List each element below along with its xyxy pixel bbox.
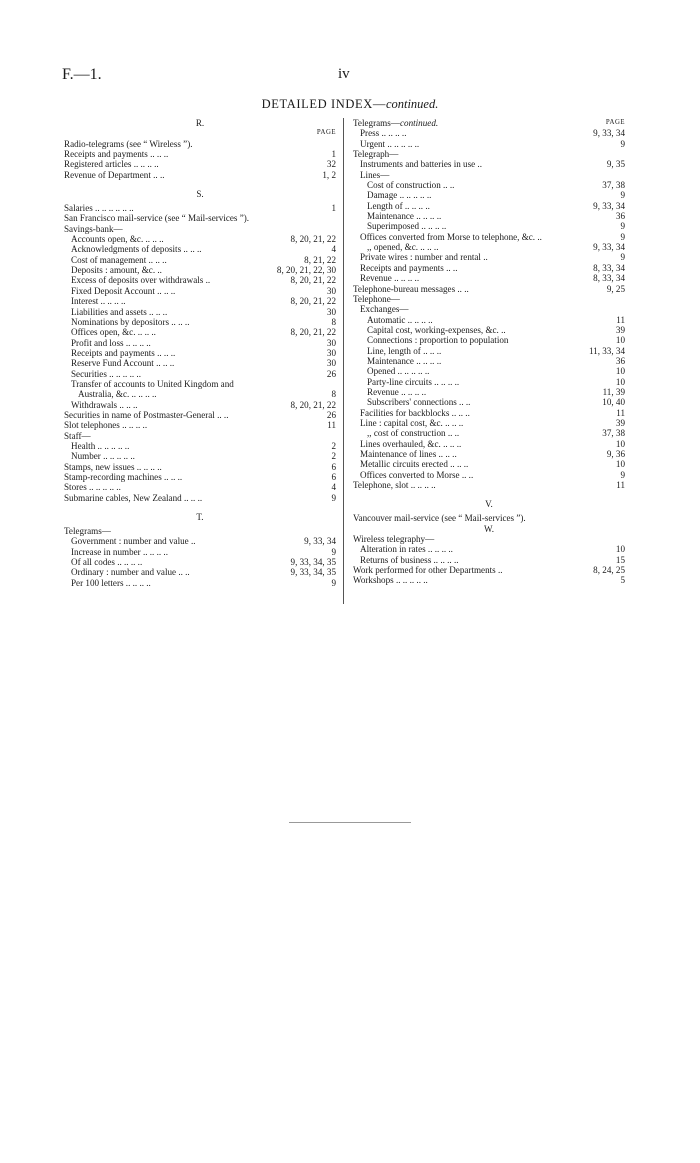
index-entry	[353, 190, 625, 200]
index-entry	[353, 304, 625, 314]
index-entry-label: Receipts and payments .. ..	[360, 262, 458, 273]
index-entry	[353, 211, 625, 221]
index-entry-page: 37, 38	[602, 180, 625, 191]
index-entry-label: Telephone-bureau messages .. ..	[353, 283, 469, 294]
index-entry	[353, 149, 625, 159]
section-letter	[64, 180, 336, 203]
index-entry-page: 8, 24, 25	[593, 565, 625, 576]
index-entry-page: 26	[326, 409, 336, 420]
index-entry-page: 30	[326, 358, 336, 369]
index-entry-label: Registered articles .. .. .. ..	[64, 159, 159, 170]
index-entry-label: Liabilities and assets .. .. ..	[71, 306, 168, 317]
index-entry-label: Radio-telegrams (see “ Wireless ”).	[64, 138, 193, 149]
page-number: iv	[338, 66, 350, 82]
index-entry	[64, 139, 336, 149]
index-entry-label: Connections : proportion to population	[367, 335, 509, 346]
index-entry-label: Stamps, new issues .. .. .. ..	[64, 461, 162, 472]
index-entry-label: Deposits : amount, &c. ..	[71, 265, 162, 276]
index-entry-label: Private wires : number and rental ..	[360, 252, 488, 263]
index-entry-page: 11	[616, 480, 625, 491]
index-entry	[64, 203, 336, 213]
index-entry-label: Receipts and payments .. .. ..	[64, 149, 169, 160]
index-entry	[64, 149, 336, 159]
index-entry-page: 9, 36	[606, 449, 625, 459]
index-entry-page: 11	[616, 407, 625, 418]
index-entry-label: ,, cost of construction .. ..	[367, 428, 460, 439]
index-entry-label: Workshops .. .. .. .. ..	[353, 575, 428, 586]
index-entry	[353, 555, 625, 565]
index-entry	[64, 536, 336, 546]
index-entry-label: Interest .. .. .. ..	[71, 296, 126, 307]
index-entry	[353, 418, 625, 428]
index-entry-page: 36	[615, 211, 625, 222]
index-entry	[64, 526, 336, 536]
index-entry	[353, 273, 625, 283]
index-entry-label: Cost of construction .. ..	[367, 180, 455, 191]
index-entry-page: 11	[616, 314, 625, 325]
index-entry	[64, 286, 336, 296]
index-entry-page: 2	[331, 440, 336, 451]
index-entry-label: Wireless telegraphy—	[353, 534, 435, 545]
index-entry-page: 39	[615, 324, 625, 335]
index-entry-label: Maintenance .. .. .. ..	[367, 355, 442, 366]
index-entry-page: 15	[615, 554, 625, 565]
index-entry	[64, 275, 336, 285]
index-entry-label: Telegrams—	[64, 526, 111, 537]
page-column-heading	[64, 128, 336, 138]
index-entry-label: Damage .. .. .. .. ..	[367, 190, 432, 201]
index-entry-label: Government : number and value ..	[71, 536, 196, 547]
index-entry	[64, 265, 336, 275]
index-entry	[353, 201, 625, 211]
index-entry-page: 9	[331, 546, 336, 557]
index-entry	[64, 244, 336, 254]
index-entry-page: 8, 20, 21, 22	[290, 327, 336, 338]
index-entry-page: 10	[615, 376, 625, 387]
index-entry-page: 1	[331, 149, 336, 160]
index-entry-page: 10	[615, 544, 625, 555]
index-entry-page: 9, 33, 34	[304, 536, 336, 547]
page-end-rule	[289, 822, 411, 823]
column-divider-rule	[343, 118, 344, 604]
index-entry-page: 9	[620, 252, 625, 263]
index-entry	[353, 335, 625, 345]
index-entry-label: Superimposed .. .. .. ..	[367, 221, 447, 232]
index-entry	[353, 325, 625, 335]
section-letter-text: R.	[195, 118, 205, 128]
index-entry-continued: continued.	[400, 118, 439, 128]
index-entry	[353, 128, 625, 138]
index-entry	[353, 170, 625, 180]
index-entry-page: 9, 25	[606, 283, 625, 294]
index-entry-label: San Francisco mail-service (see “ Mail-services ”).	[64, 213, 250, 224]
index-entry-page: 9, 33, 34, 35	[290, 557, 336, 568]
section-letter	[64, 118, 336, 128]
index-entry-page: 11	[327, 420, 336, 431]
index-entry	[353, 575, 625, 585]
index-entry-page: 8, 20, 21, 22	[290, 399, 336, 410]
index-entry	[64, 358, 336, 368]
index-entry	[64, 224, 336, 234]
index-entry	[353, 284, 625, 294]
index-entry-label: Ordinary : number and value .. ..	[71, 567, 190, 578]
index-entry-label: Length of .. .. .. ..	[367, 200, 430, 211]
index-entry-page: 10	[615, 438, 625, 449]
index-entry	[353, 387, 625, 397]
index-entry-label: Returns of business .. .. .. ..	[360, 554, 459, 565]
index-entry-page: 9, 33, 34	[593, 242, 625, 253]
index-entry-label: Increase in number .. .. .. ..	[71, 546, 168, 557]
index-entry	[353, 346, 625, 356]
index-entry	[64, 567, 336, 577]
index-entry-label: Revenue of Department .. ..	[64, 169, 165, 180]
index-entry-page: 8, 33, 34	[593, 273, 625, 284]
index-entry	[64, 451, 336, 461]
index-entry	[353, 180, 625, 190]
index-entry	[353, 221, 625, 231]
index-entry	[64, 400, 336, 410]
index-entry-page: 37, 38	[602, 428, 625, 439]
index-entry-page: 30	[326, 285, 336, 296]
index-entry-page: 9, 33, 34, 35	[290, 567, 336, 578]
index-entry	[353, 252, 625, 262]
index-entry-label: Per 100 letters .. .. .. ..	[71, 577, 151, 588]
index-entry-label: Vancouver mail-service (see “ Mail-services ”).	[353, 513, 526, 524]
index-entry-page: 9	[620, 138, 625, 149]
index-entry	[64, 462, 336, 472]
index-entry-label: Transfer of accounts to United Kingdom and	[71, 378, 234, 389]
index-entry	[353, 263, 625, 273]
index-entry	[64, 389, 336, 399]
index-entry-page: 9	[620, 190, 625, 201]
index-entry-label: Lines—	[360, 169, 390, 180]
index-entry-label: Revenue .. .. .. ..	[367, 386, 427, 397]
index-entry	[64, 348, 336, 358]
index-entry-label: Cost of management .. .. ..	[71, 254, 167, 265]
index-entry-label: Withdrawals .. .. ..	[71, 399, 138, 410]
index-entry-label: Line, length of .. .. ..	[367, 345, 442, 356]
index-entry-label: Offices converted from Morse to telephone, &c. ..	[360, 231, 542, 242]
index-entry-label: Slot telephones .. .. .. ..	[64, 420, 148, 431]
index-entry	[353, 544, 625, 554]
index-entry-page: 6	[331, 461, 336, 472]
section-letter-text: S.	[196, 189, 204, 200]
index-entry-label: Number .. .. .. .. ..	[71, 451, 135, 462]
index-entry-page: 9	[620, 231, 625, 242]
index-entry-label: Stamp-recording machines .. .. ..	[64, 472, 183, 482]
index-entry	[64, 441, 336, 451]
index-entry-label: Work performed for other Departments ..	[353, 565, 503, 576]
index-entry-label: Instruments and batteries in use ..	[360, 159, 482, 170]
index-entry-label: Subscribers' connections .. ..	[367, 397, 471, 408]
index-entry-page: 9	[620, 221, 625, 232]
section-letter-text: W.	[483, 523, 495, 534]
index-entry	[353, 565, 625, 575]
index-entry	[353, 470, 625, 480]
index-entry-label: Telephone, slot .. .. .. ..	[353, 480, 436, 491]
index-entry-label: Opened .. .. .. .. ..	[367, 366, 430, 377]
index-title-main: DETAILED INDEX—	[261, 97, 386, 111]
index-entry	[64, 482, 336, 492]
index-entry	[64, 255, 336, 265]
index-entry-label: Health .. .. .. .. ..	[71, 440, 130, 451]
index-entry-page: 11, 33, 34	[588, 345, 625, 356]
index-entry	[64, 338, 336, 348]
index-entry-label: Excess of deposits over withdrawals ..	[71, 275, 211, 286]
index-entry-page: 10	[615, 366, 625, 377]
index-entry-page: 10	[615, 335, 625, 346]
index-entry	[353, 294, 625, 304]
index-entry	[64, 317, 336, 327]
index-entry	[353, 242, 625, 252]
index-entry-label: Savings-bank—	[64, 223, 123, 234]
index-entry	[64, 493, 336, 503]
page-heading-text: PAGE	[605, 119, 625, 126]
index-entry-label: Party-line circuits .. .. .. ..	[367, 376, 460, 387]
section-letter	[353, 524, 625, 534]
index-entry-page: 26	[326, 368, 336, 379]
index-entry	[353, 315, 625, 325]
index-title	[0, 97, 700, 112]
index-entry	[64, 578, 336, 588]
index-entry-label: Stores .. .. .. .. ..	[64, 482, 121, 493]
index-entry-label: Press .. .. .. ..	[360, 128, 407, 139]
index-entry-label: Salaries .. .. .. .. .. ..	[64, 203, 134, 214]
index-entry-label: Automatic .. .. .. ..	[367, 314, 433, 325]
index-entry-label: Revenue .. .. .. ..	[360, 273, 420, 284]
index-entry-label: Receipts and payments .. .. ..	[71, 347, 176, 358]
index-entry-page: 9	[331, 577, 336, 588]
index-entry-label: Of all codes .. .. .. ..	[71, 557, 143, 568]
index-entry-page: 10	[615, 459, 625, 470]
index-entry-page: 8, 21, 22	[304, 254, 336, 265]
index-right-column	[353, 118, 625, 586]
index-entry-page: 2	[331, 451, 336, 462]
index-entry-page: 8	[331, 389, 336, 400]
index-entry	[353, 366, 625, 376]
index-entry-label: Telephone—	[353, 293, 400, 304]
index-entry	[353, 459, 625, 469]
index-entry	[353, 139, 625, 149]
index-entry	[353, 408, 625, 418]
index-entry-label: Telegrams—	[353, 118, 400, 128]
index-entry-page: 6	[331, 472, 336, 482]
index-entry	[64, 472, 336, 482]
index-entry	[64, 379, 336, 389]
index-entry-label: Staff—	[64, 430, 91, 441]
section-letter	[353, 490, 625, 513]
index-entry	[353, 480, 625, 490]
index-entry	[353, 513, 625, 523]
index-entry-label: Securities in name of Postmaster-General .. ..	[64, 409, 229, 420]
page-column-heading	[353, 118, 625, 128]
index-entry	[64, 431, 336, 441]
index-entry-label: Facilities for backblocks .. .. ..	[360, 407, 470, 418]
index-entry-page: 8, 20, 21, 22	[290, 234, 336, 245]
index-entry-label: Alteration in rates .. .. .. ..	[360, 544, 453, 555]
index-entry-label: Offices open, &c. .. .. ..	[71, 327, 156, 338]
index-entry	[64, 557, 336, 567]
index-entry	[64, 410, 336, 420]
index-entry	[64, 170, 336, 180]
index-entry-page: 11, 39	[602, 386, 625, 397]
index-entry-page: 32	[326, 159, 336, 170]
index-entry-label: ,, opened, &c. .. .. ..	[367, 242, 439, 253]
index-entry	[64, 327, 336, 337]
index-entry-label: Acknowledgments of deposits .. .. ..	[71, 244, 202, 255]
index-left-column	[64, 118, 336, 588]
index-entry-label: Fixed Deposit Account .. .. ..	[71, 285, 176, 296]
index-entry-label: Submarine cables, New Zealand .. .. ..	[64, 492, 203, 503]
index-entry-page: 30	[326, 306, 336, 317]
index-title-continued: continued.	[385, 97, 439, 111]
index-entry-label: Telegraph—	[353, 149, 399, 160]
index-entry	[64, 420, 336, 430]
index-entry-page: 9	[620, 469, 625, 480]
index-entry-label: Lines overhauled, &c. .. .. ..	[360, 438, 462, 449]
index-entry-label: Line : capital cost, &c. .. .. ..	[360, 417, 464, 428]
index-entry-label: Nominations by depositors .. .. ..	[71, 316, 190, 327]
index-entry	[353, 428, 625, 438]
index-entry	[64, 547, 336, 557]
index-entry-page: 1, 2	[322, 169, 336, 180]
index-entry	[353, 449, 625, 459]
index-entry	[64, 296, 336, 306]
index-entry-page: 8, 20, 21, 22, 30	[276, 265, 336, 276]
index-entry	[64, 234, 336, 244]
index-entry	[64, 307, 336, 317]
index-entry-page: 39	[615, 417, 625, 428]
index-entry-page: 9, 35	[606, 159, 625, 170]
index-entry-label: Maintenance .. .. .. ..	[367, 211, 442, 222]
index-entry	[353, 159, 625, 169]
index-entry-label: Maintenance of lines .. .. ..	[360, 449, 457, 459]
index-entry	[353, 377, 625, 387]
index-entry-page: 9	[331, 492, 336, 503]
index-entry-label: Urgent .. .. .. .. ..	[360, 138, 420, 149]
index-entry-page: 4	[331, 482, 336, 493]
index-entry-page: 8, 20, 21, 22	[290, 275, 336, 286]
page-heading-text: PAGE	[316, 129, 336, 137]
index-entry-label: Profit and loss .. .. .. ..	[71, 337, 151, 348]
index-entry-page: 36	[615, 355, 625, 366]
index-entry-page: 1	[331, 203, 336, 214]
index-entry	[353, 356, 625, 366]
index-entry-page: 9, 33, 34	[593, 200, 625, 211]
index-entry	[64, 369, 336, 379]
index-entry-label: Offices converted to Morse .. ..	[360, 469, 474, 480]
section-letter	[64, 503, 336, 526]
index-entry-page: 10, 40	[602, 397, 625, 408]
index-entry-page: 8, 20, 21, 22	[290, 296, 336, 307]
index-entry-label: Exchanges—	[360, 304, 409, 315]
index-entry-label: Australia, &c. .. .. .. ..	[78, 389, 157, 400]
section-letter-text: V.	[485, 499, 493, 510]
document-code: F.—1.	[62, 66, 102, 83]
index-entry-page: 30	[326, 347, 336, 358]
index-entry-page: 9, 33, 34	[593, 128, 625, 139]
index-entry-page: 8	[331, 316, 336, 327]
index-entry-label: Capital cost, working-expenses, &c. ..	[367, 324, 506, 335]
index-entry	[353, 439, 625, 449]
index-entry	[64, 213, 336, 223]
index-entry-label: Accounts open, &c. .. .. ..	[71, 234, 164, 245]
index-entry	[353, 397, 625, 407]
index-entry	[64, 159, 336, 169]
index-entry-label: Securities .. .. .. .. ..	[71, 368, 141, 379]
index-entry-page: 8, 33, 34	[593, 262, 625, 273]
index-entry-label: Metallic circuits erected .. .. ..	[360, 459, 469, 470]
index-entry	[353, 232, 625, 242]
index-entry-page: 4	[331, 244, 336, 255]
index-entry-label: Reserve Fund Account .. .. ..	[71, 358, 175, 369]
index-entry-page: 5	[620, 575, 625, 586]
index-entry	[353, 534, 625, 544]
index-entry-page: 30	[326, 337, 336, 348]
section-letter-text: T.	[196, 512, 204, 523]
